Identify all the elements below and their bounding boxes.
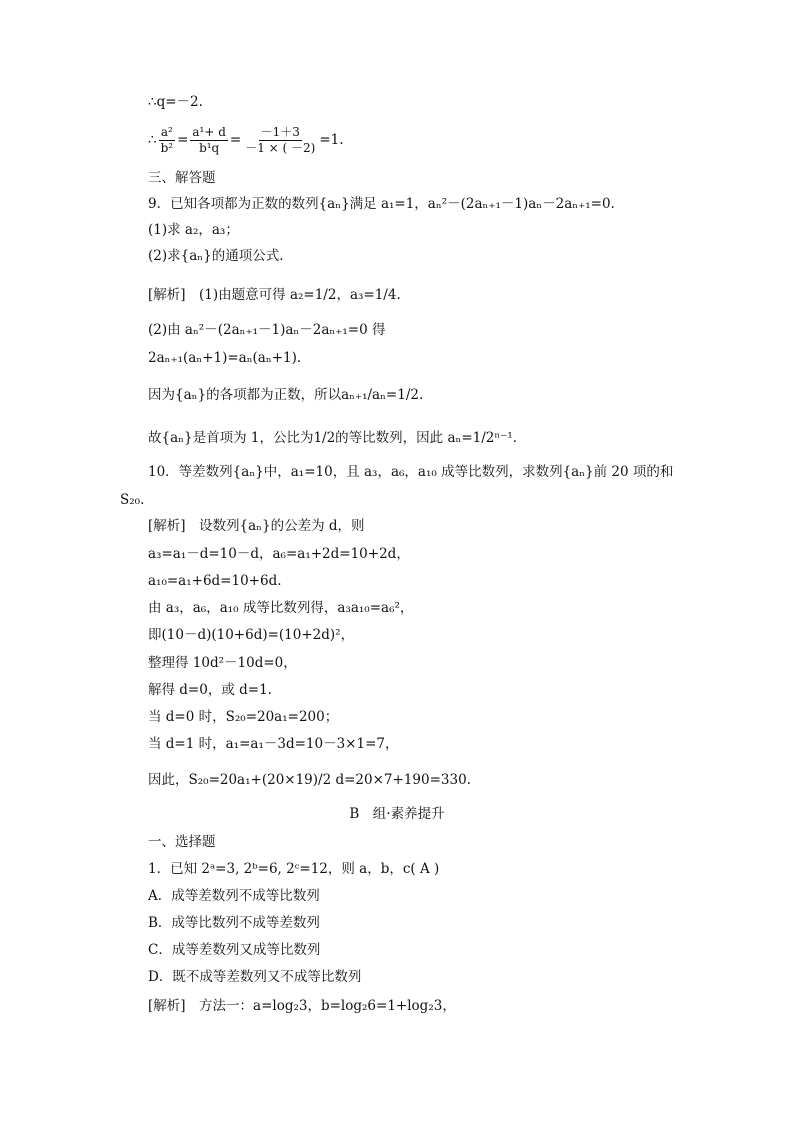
fraction-numerator: －1＋3 <box>260 125 300 139</box>
text-line: ∴q=－2. <box>148 94 203 110</box>
group-heading: B 组·素养提升 <box>349 806 445 822</box>
fraction-equation: ∴ $\frac{\text{a²}}{\text{b²}}$ = $\frac{\text{a¹+ d}}{\text{b¹q}}$ = $\frac{-1+3}{-1 \times ( -2)}$ =1. <box>148 125 344 155</box>
question-text: 10．等差数列{aₙ}中，a₁=10，且 a₃，a₆，a₁₀ 成等比数列，求数列{aₙ}前 20 项的和 <box>148 464 674 480</box>
solution-text: 即(10－d)(10+6d)=(10+2d)²， <box>148 627 355 643</box>
solution-text: 由 a₃，a₆，a₁₀ 成等比数列得，a₃a₁₀=a₆²， <box>148 600 414 616</box>
question-text: (1)求 a₂，a₃； <box>148 222 239 238</box>
question-text: S₂₀. <box>120 492 145 508</box>
solution-text: [解析] 方法一：a=log₂3，b=log₂6=1+log₂3， <box>148 998 456 1014</box>
solution-text: 解得 d=0，或 d=1. <box>148 682 272 698</box>
solution-text: [解析] 设数列{aₙ}的公差为 d，则 <box>148 518 365 534</box>
fraction-denominator: －1 × ( －2) <box>245 141 316 155</box>
equation-result: =1. <box>319 132 344 148</box>
question-text: (2)求{aₙ}的通项公式. <box>148 248 284 264</box>
solution-text: 整理得 10d²－10d=0， <box>148 655 297 671</box>
choice-option: A．成等差数列不成等比数列 <box>148 888 320 904</box>
solution-text: 当 d=1 时，a₁=a₁－3d=10－3×1=7， <box>148 736 399 752</box>
fraction-numerator: a¹+ d <box>192 125 226 139</box>
fraction-numerator: a² <box>160 125 173 139</box>
section-heading: 一、选择题 <box>148 834 216 850</box>
section-heading: 三、解答题 <box>148 170 216 186</box>
solution-text: 故{aₙ}是首项为 1，公比为1/2的等比数列，因此 aₙ=1/2ⁿ⁻¹. <box>148 430 518 446</box>
fraction <box>190 125 228 156</box>
solution-text: 因为{aₙ}的各项都为正数，所以aₙ₊₁/aₙ=1/2. <box>148 387 424 403</box>
solution-text: a₃=a₁－d=10－d，a₆=a₁+2d=10+2d， <box>148 546 410 562</box>
question-text: 1．已知 2ᵃ=3, 2ᵇ=6, 2ᶜ=12，则 a，b，c( A ) <box>148 861 440 877</box>
fraction <box>159 125 176 156</box>
solution-text: a₁₀=a₁+6d=10+6d. <box>148 573 282 589</box>
solution-text: 当 d=0 时，S₂₀=20a₁=200； <box>148 709 339 725</box>
choice-option: B．成等比数列不成等差数列 <box>148 915 320 931</box>
question-text: 9．已知各项都为正数的数列{aₙ}满足 a₁=1，aₙ²－(2aₙ₊₁－1)aₙ－2aₙ₊₁=0. <box>148 196 615 212</box>
solution-text: [解析] (1)由题意可得 a₂=1/2，a₃=1/4. <box>148 287 401 303</box>
fraction-denominator: b² <box>160 141 174 155</box>
fraction-denominator: b¹q <box>199 141 220 155</box>
fraction <box>243 125 317 156</box>
solution-text: (2)由 aₙ²－(2aₙ₊₁－1)aₙ－2aₙ₊₁=0 得 <box>148 322 386 338</box>
therefore-symbol: ∴ <box>148 132 157 148</box>
solution-text: 因此，S₂₀=20a₁+(20×19)/2 d=20×7+190=330. <box>148 772 471 788</box>
solution-text: 2aₙ₊₁(aₙ+1)=aₙ(aₙ+1). <box>148 350 302 366</box>
choice-option: C．成等差数列又成等比数列 <box>148 942 321 958</box>
choice-option: D．既不成等差数列又不成等比数列 <box>148 969 362 985</box>
